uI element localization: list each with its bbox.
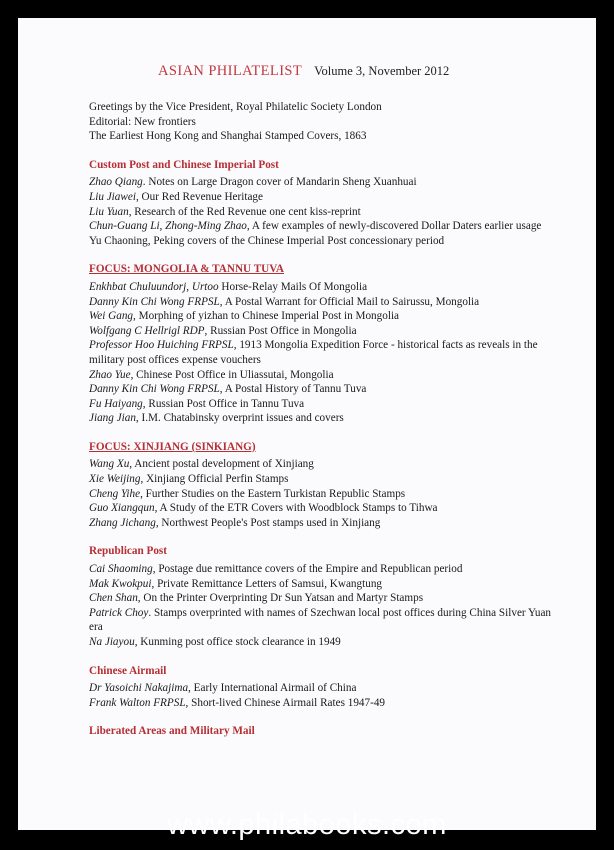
entry-author: Zhao Qiang xyxy=(89,176,143,189)
section-title: Chinese Airmail xyxy=(89,664,167,677)
intro-line: The Earliest Hong Kong and Shanghai Stamped Covers, 1863 xyxy=(89,130,367,143)
entry-title: , A Postal Warrant for Official Mail to Sairussu, Mongolia xyxy=(219,295,480,308)
toc-section xyxy=(89,664,559,711)
toc-entry xyxy=(89,635,559,650)
toc-entry xyxy=(89,309,559,324)
entry-title: Yu Chaoning, Peking covers of the Chinese Imperial Post concessionary period xyxy=(89,234,445,247)
page-header xyxy=(158,62,449,80)
toc-section xyxy=(89,724,559,739)
entry-author: Professor Hoo Huiching FRPSL xyxy=(89,339,234,352)
issue-volume: Volume 3, November 2012 xyxy=(314,64,450,78)
toc-section xyxy=(89,440,559,531)
entry-title: Horse-Relay Mails Of Mongolia xyxy=(218,280,368,293)
entry-author: Liu Jiawei xyxy=(89,190,136,203)
toc-entry xyxy=(89,606,559,635)
entry-title: , Postage due remittance covers of the Empire and Republican period xyxy=(152,563,463,576)
entry-author: Cheng Yihe xyxy=(89,487,141,500)
entry-author: Danny Kin Chi Wong FRPSL xyxy=(89,383,220,396)
entry-author: Wang Xu xyxy=(89,458,130,471)
toc-entry xyxy=(89,397,559,412)
intro-line: Greetings by the Vice President, Royal Philatelic Society London xyxy=(89,101,382,113)
toc-entry xyxy=(89,472,559,487)
entry-title: . Stamps overprinted with names of Szechwan local post offices during China Silver Yuan era xyxy=(89,606,552,634)
entry-title: , Our Red Revenue Heritage xyxy=(135,190,263,203)
section-title: Republican Post xyxy=(89,545,168,558)
section-title: FOCUS: MONGOLIA & TANNU TUVA xyxy=(89,263,284,276)
entry-title: , A Study of the ETR Covers with Woodblock Stamps to Tihwa xyxy=(154,502,438,515)
section-title: FOCUS: XINJIANG (SINKIANG) xyxy=(89,440,256,453)
toc-entry xyxy=(89,382,559,397)
entry-author: Zhao Yue xyxy=(89,368,131,381)
section-title: Liberated Areas and Military Mail xyxy=(89,725,255,738)
magazine-title: ASIAN PHILATELIST xyxy=(158,63,303,79)
entry-author: Cai Shaoming xyxy=(89,563,153,576)
entry-title: , Private Remittance Letters of Samsui, Kwangtung xyxy=(151,577,383,590)
toc-entry xyxy=(89,234,559,249)
toc-entry xyxy=(89,457,559,472)
entry-author: Danny Kin Chi Wong FRPSL xyxy=(89,295,220,308)
entry-title: , Research of the Red Revenue one cent kiss-reprint xyxy=(128,205,361,218)
entry-title: , Russian Post Office in Tannu Tuva xyxy=(142,397,305,410)
toc-entry xyxy=(89,324,559,339)
entry-title: , Xinjiang Official Perfin Stamps xyxy=(140,473,289,486)
toc-entry xyxy=(89,295,559,310)
entry-title: , Further Studies on the Eastern Turkistan Republic Stamps xyxy=(140,487,406,500)
entry-author: Zhang Jichang xyxy=(89,516,156,529)
toc-entry xyxy=(89,577,559,592)
document-page xyxy=(18,18,596,830)
entry-title: , Short-lived Chinese Airmail Rates 1947-49 xyxy=(185,696,386,709)
toc-entry xyxy=(89,175,559,190)
entry-author: Xie Weijing xyxy=(89,473,141,486)
entry-title: , Early International Airmail of China xyxy=(188,682,357,695)
toc-entry xyxy=(89,591,559,606)
toc-entry xyxy=(89,516,559,531)
toc-section xyxy=(89,544,559,649)
entry-title: , A Postal History of Tannu Tuva xyxy=(219,383,367,396)
table-of-contents xyxy=(89,100,559,742)
toc-entry xyxy=(89,190,559,205)
entry-title: , On the Printer Overprinting Dr Sun Yatsan and Martyr Stamps xyxy=(137,592,424,605)
entry-title: , 1913 Mongolia Expedition Force - historical facts as reveals in the military post offices expense vouchers xyxy=(89,339,538,366)
entry-author: Wolfgang C Hellrigl RDP xyxy=(89,324,205,337)
toc-section xyxy=(89,158,559,249)
entry-author: Mak Kwokpui xyxy=(89,577,152,590)
entry-author: Jiang Jian xyxy=(89,412,136,425)
entry-author: Fu Haiyang xyxy=(89,397,143,410)
entry-author: Dr Yasoichi Nakajima xyxy=(89,682,189,695)
entry-title: , Chinese Post Office in Uliassutai, Mongolia xyxy=(130,368,334,381)
entry-title: , Russian Post Office in Mongolia xyxy=(204,324,357,337)
toc-entry xyxy=(89,205,559,220)
toc-entry xyxy=(89,411,559,426)
intro-line: Editorial: New frontiers xyxy=(89,115,196,128)
toc-section xyxy=(89,262,559,426)
toc-entry xyxy=(89,681,559,696)
section-title: Custom Post and Chinese Imperial Post xyxy=(89,158,279,171)
toc-entry xyxy=(89,501,559,516)
intro-list xyxy=(89,100,559,144)
toc-entry xyxy=(89,219,559,234)
toc-entry xyxy=(89,280,559,295)
entry-title: , Northwest People's Post stamps used in Xinjiang xyxy=(155,516,381,529)
entry-title: , Kunming post office stock clearance in 1949 xyxy=(134,636,341,648)
sections-list xyxy=(89,158,559,739)
entry-author: Liu Yuan xyxy=(89,205,129,218)
toc-entry xyxy=(89,696,559,711)
entry-author: Chen Shan xyxy=(89,592,138,605)
entry-author: Chun-Guang Li, Zhong-Ming Zhao xyxy=(89,220,247,233)
toc-entry xyxy=(89,562,559,577)
entry-author: Frank Walton FRPSL xyxy=(89,696,186,709)
watermark-text: www.philabooks.com xyxy=(167,809,447,841)
entry-title: , I.M. Chatabinsky overprint issues and covers xyxy=(135,412,344,425)
toc-entry xyxy=(89,487,559,502)
entry-title: , A few examples of newly-discovered Dollar Daters earlier usage xyxy=(246,220,542,233)
entry-author: Patrick Choy xyxy=(89,606,149,619)
toc-entry xyxy=(89,368,559,383)
entry-title: , Morphing of yizhan to Chinese Imperial Post in Mongolia xyxy=(133,310,400,323)
entry-author: Enkhbat Chuluundorj, Urtoo xyxy=(89,280,219,293)
entry-title: , Ancient postal development of Xinjiang xyxy=(129,458,314,471)
entry-author: Wei Gang xyxy=(89,310,134,323)
toc-entry xyxy=(89,338,559,367)
entry-title: . Notes on Large Dragon cover of Mandarin Sheng Xuanhuai xyxy=(142,176,417,189)
entry-author: Guo Xiangqun xyxy=(89,502,155,515)
entry-author: Na Jiayou xyxy=(89,636,135,648)
